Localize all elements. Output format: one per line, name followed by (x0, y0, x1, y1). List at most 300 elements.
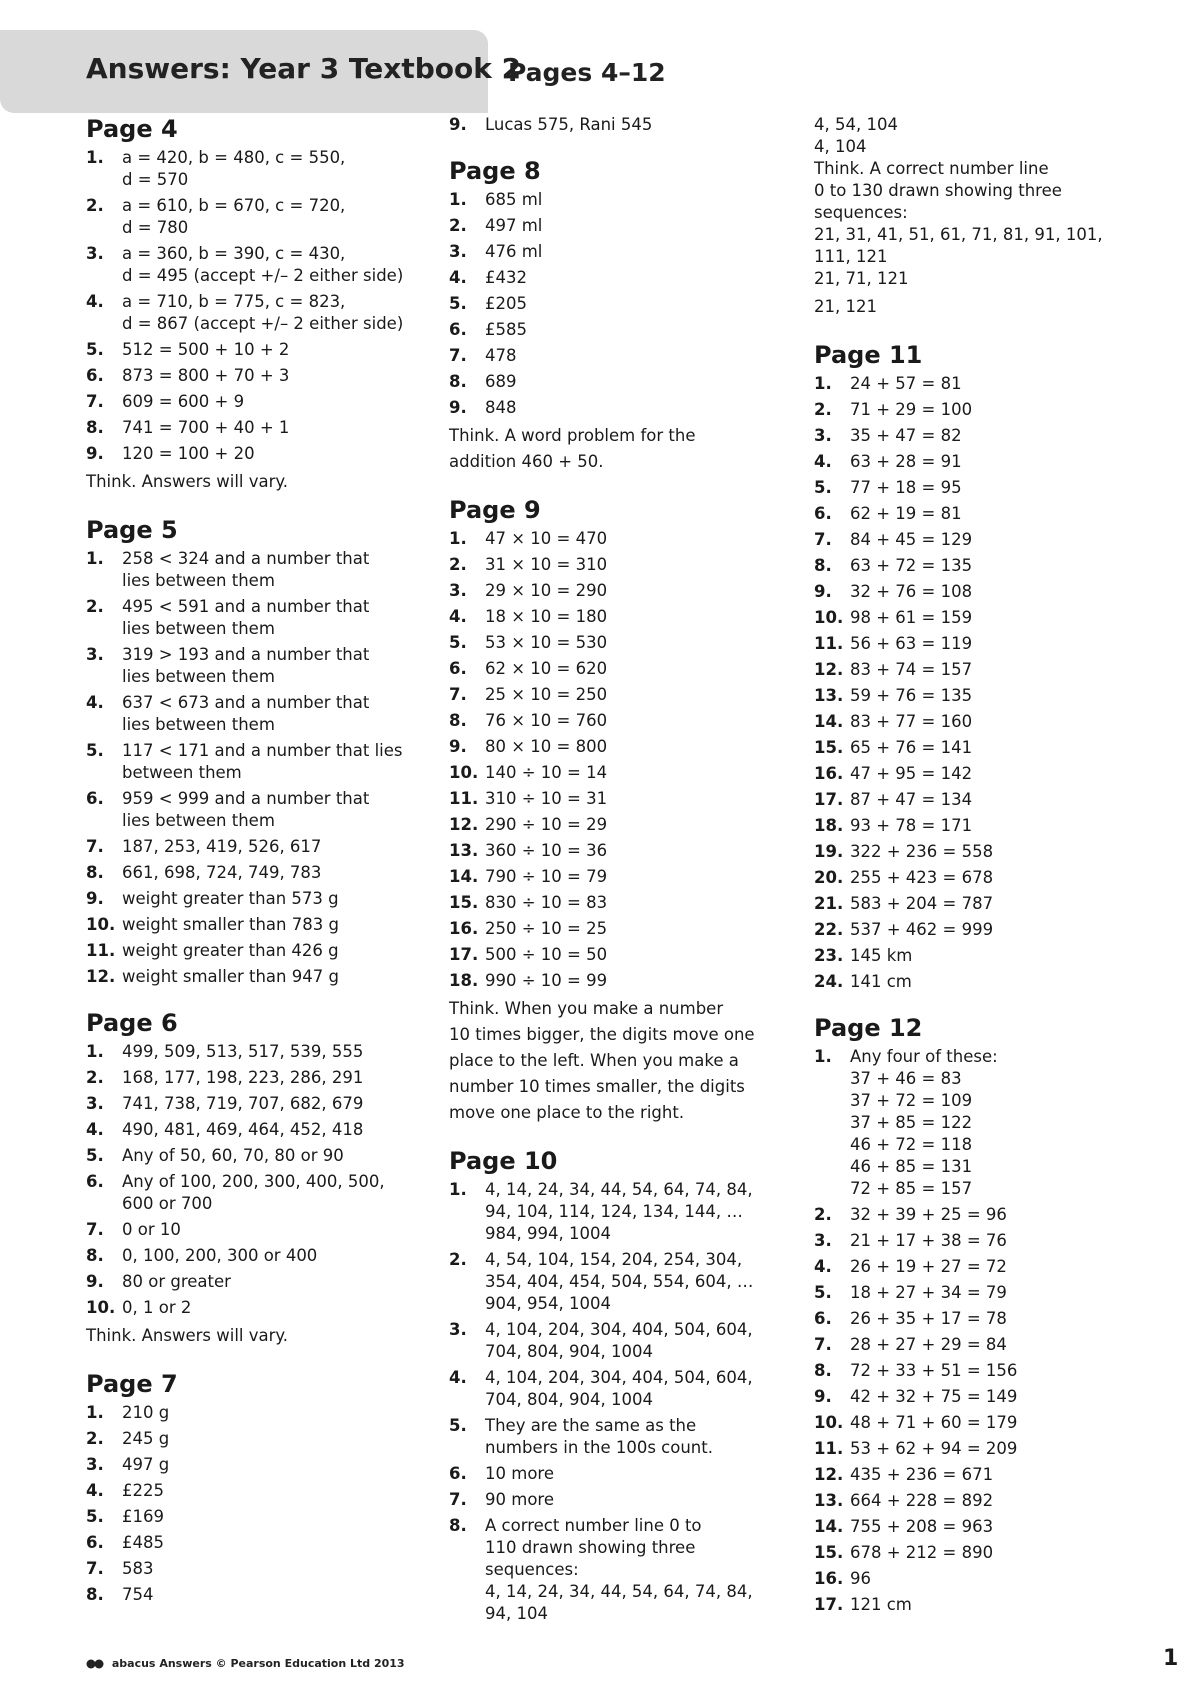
continued-answer: 4, 54, 104 4, 104 Think. A correct number line 0 to 130 drawn showing three sequences: 21, 31, 41, 51, 61, 71, 81, 91, 101, 111, 121 21, 71, 121 (814, 115, 1103, 288)
answer-item (86, 644, 406, 688)
answer-text: 790 ÷ 10 = 79 (485, 867, 608, 886)
answer-number: 21. (814, 894, 844, 913)
answer-number: 9. (814, 582, 832, 601)
answer-number: 5. (86, 1507, 104, 1526)
answer-text: £205 (485, 294, 527, 313)
answer-item (814, 1490, 1144, 1512)
answer-number: 9. (86, 444, 104, 463)
answer-item (86, 548, 406, 592)
answer-item (86, 1271, 406, 1293)
answer-number: 8. (86, 1585, 104, 1604)
answer-item (449, 1367, 769, 1411)
answer-section (449, 495, 769, 1126)
answer-text: 80 × 10 = 800 (485, 737, 608, 756)
answer-number: 7. (814, 1335, 832, 1354)
answer-item (86, 914, 406, 936)
answer-number: 2. (86, 1068, 104, 1087)
answer-number: 5. (814, 1283, 832, 1302)
answer-text: 990 ÷ 10 = 99 (485, 971, 608, 990)
answer-number: 4. (449, 1368, 467, 1387)
answer-text: 53 + 62 + 94 = 209 (850, 1439, 1018, 1458)
answer-item (814, 477, 1144, 499)
answer-number: 15. (449, 893, 479, 912)
answer-item (814, 581, 1144, 603)
answer-item (814, 815, 1144, 837)
answer-item (449, 554, 769, 576)
answer-text: 497 ml (485, 216, 543, 235)
answer-text: 754 (122, 1585, 154, 1604)
answer-text: 873 = 800 + 70 + 3 (122, 366, 290, 385)
answer-item (814, 425, 1144, 447)
answer-item (449, 267, 769, 289)
answer-text: £225 (122, 1481, 164, 1500)
answer-number: 11. (814, 634, 844, 653)
answer-text: a = 610, b = 670, c = 720, d = 780 (122, 196, 346, 237)
answer-number: 14. (814, 712, 844, 731)
answer-text: 499, 509, 513, 517, 539, 555 (122, 1042, 364, 1061)
answer-text: 56 + 63 = 119 (850, 634, 973, 653)
answer-item (814, 1516, 1144, 1538)
answer-text: 53 × 10 = 530 (485, 633, 608, 652)
answer-item (449, 371, 769, 393)
answer-text: weight greater than 426 g (122, 941, 339, 960)
answer-text: 689 (485, 372, 517, 391)
answer-number: 17. (814, 1595, 844, 1614)
answer-number: 8. (814, 1361, 832, 1380)
answer-number: 18. (814, 816, 844, 835)
answer-item (814, 1594, 1144, 1616)
answer-number: 8. (86, 1246, 104, 1265)
answer-section (86, 1369, 406, 1606)
answer-number: 3. (449, 1320, 467, 1339)
answer-text: 310 ÷ 10 = 31 (485, 789, 608, 808)
answer-item (86, 391, 406, 413)
answer-text: 32 + 76 = 108 (850, 582, 973, 601)
answer-item (814, 919, 1144, 941)
answer-text: 121 cm (850, 1595, 912, 1614)
answer-item (814, 737, 1144, 759)
answer-number: 1. (449, 190, 467, 209)
answer-item (814, 1256, 1144, 1278)
answer-item (814, 1204, 1144, 1226)
answer-number: 2. (449, 555, 467, 574)
answer-number: 2. (449, 216, 467, 235)
answer-number: 6. (86, 366, 104, 385)
answer-item (449, 528, 769, 550)
answer-number: 11. (449, 789, 479, 808)
answer-number: 9. (449, 737, 467, 756)
answer-item (86, 1584, 406, 1606)
answer-item (449, 918, 769, 940)
answer-number: 6. (86, 789, 104, 808)
answer-text: 830 ÷ 10 = 83 (485, 893, 608, 912)
answer-item (86, 836, 406, 858)
answer-item (86, 692, 406, 736)
answer-item (449, 1249, 769, 1315)
answer-text: 0, 100, 200, 300 or 400 (122, 1246, 318, 1265)
section-title: Page 8 (449, 157, 541, 185)
answer-item (449, 736, 769, 758)
answer-text: 18 + 27 + 34 = 79 (850, 1283, 1007, 1302)
answer-item (86, 1093, 406, 1115)
footer-copyright-text: Answers © Pearson Education Ltd 2013 (159, 1657, 405, 1670)
answer-text: 32 + 39 + 25 = 96 (850, 1205, 1007, 1224)
section-title: Page 5 (86, 516, 178, 544)
answer-number: 14. (814, 1517, 844, 1536)
section-note: Think. Answers will vary. (86, 1326, 289, 1345)
answer-item (449, 293, 769, 315)
answer-number: 1. (814, 374, 832, 393)
answer-number: 6. (814, 1309, 832, 1328)
section-note: Think. A word problem for the addition 460 + 50. (449, 426, 696, 471)
answer-text: 47 + 95 = 142 (850, 764, 973, 783)
answer-text: 98 + 61 = 159 (850, 608, 973, 627)
answer-text: weight smaller than 783 g (122, 915, 339, 934)
answer-item (814, 789, 1144, 811)
answer-item (449, 866, 769, 888)
answer-item (814, 1438, 1144, 1460)
answer-text: 168, 177, 198, 223, 286, 291 (122, 1068, 364, 1087)
answer-item (449, 814, 769, 836)
answer-number: 6. (86, 1533, 104, 1552)
answer-section (449, 1146, 769, 1625)
answer-item (86, 1297, 406, 1319)
answer-item (814, 607, 1144, 629)
answer-number: 3. (86, 645, 104, 664)
answer-text: 187, 253, 419, 526, 617 (122, 837, 322, 856)
answer-text: a = 710, b = 775, c = 823, d = 867 (accept +/– 2 either side) (122, 292, 404, 333)
answer-number: 12. (449, 815, 479, 834)
answer-text: 83 + 74 = 157 (850, 660, 973, 679)
answer-number: 15. (814, 738, 844, 757)
section-note: Think. When you make a number 10 times bigger, the digits move one place to the left. When you make a number 10 times smaller, the digits move one place to the right. (449, 999, 755, 1122)
answer-item (814, 1308, 1144, 1330)
answer-text: 28 + 27 + 29 = 84 (850, 1335, 1007, 1354)
answer-text: 435 + 236 = 671 (850, 1465, 994, 1484)
answer-number: 9. (449, 115, 467, 134)
answer-item (814, 867, 1144, 889)
answer-text: 72 + 33 + 51 = 156 (850, 1361, 1018, 1380)
answer-text: 31 × 10 = 310 (485, 555, 608, 574)
answer-text: 120 = 100 + 20 (122, 444, 255, 463)
answer-number: 3. (449, 581, 467, 600)
answer-number: 2. (86, 1429, 104, 1448)
answer-text: 685 ml (485, 190, 543, 209)
answer-number: 12. (814, 660, 844, 679)
answer-text: 93 + 78 = 171 (850, 816, 973, 835)
answer-item (86, 888, 406, 910)
answer-text: £169 (122, 1507, 164, 1526)
answer-section (814, 340, 1144, 993)
answer-number: 4. (86, 1481, 104, 1500)
answer-item (814, 685, 1144, 707)
answer-text: £432 (485, 268, 527, 287)
answer-item (449, 892, 769, 914)
answer-item (814, 1412, 1144, 1434)
answer-number: 16. (449, 919, 479, 938)
answer-number: 1. (449, 1180, 467, 1199)
answer-item (86, 1480, 406, 1502)
answer-number: 6. (86, 1172, 104, 1191)
answer-text: 90 more (485, 1490, 554, 1509)
answer-text: 210 g (122, 1403, 170, 1422)
answer-number: 8. (86, 863, 104, 882)
answer-item (86, 788, 406, 832)
answer-text: Any of 50, 60, 70, 80 or 90 (122, 1146, 344, 1165)
answer-section (449, 156, 769, 475)
answer-text: 141 cm (850, 972, 912, 991)
answer-number: 11. (814, 1439, 844, 1458)
answer-text: 59 + 76 = 135 (850, 686, 973, 705)
answer-item (86, 1119, 406, 1141)
answer-item (86, 1145, 406, 1167)
answer-item (86, 1171, 406, 1215)
answer-number: 13. (814, 1491, 844, 1510)
answer-item (449, 710, 769, 732)
answer-text: 77 + 18 = 95 (850, 478, 962, 497)
answer-text: 741, 738, 719, 707, 682, 679 (122, 1094, 364, 1113)
answer-item (814, 1464, 1144, 1486)
answer-number: 7. (449, 1490, 467, 1509)
answer-text: 512 = 500 + 10 + 2 (122, 340, 290, 359)
answer-number: 2. (86, 597, 104, 616)
page-title: Answers: Year 3 Textbook 2 (86, 52, 522, 85)
answer-text: 96 (850, 1569, 871, 1588)
answer-text: 63 + 28 = 91 (850, 452, 962, 471)
answer-number: 18. (449, 971, 479, 990)
answer-text: 583 + 204 = 787 (850, 894, 994, 913)
answer-text: 500 ÷ 10 = 50 (485, 945, 608, 964)
answer-number: 8. (449, 372, 467, 391)
answer-item (814, 1568, 1144, 1590)
answer-number: 3. (86, 244, 104, 263)
answer-section (86, 1008, 406, 1349)
answer-item (86, 1532, 406, 1554)
answer-number: 5. (86, 1146, 104, 1165)
answer-text: 537 + 462 = 999 (850, 920, 994, 939)
answer-text: 4, 54, 104, 154, 204, 254, 304, 354, 404, 454, 504, 554, 604, … 904, 954, 1004 (485, 1250, 754, 1313)
answer-item (449, 1463, 769, 1485)
answer-number: 7. (86, 1559, 104, 1578)
answer-number: 14. (449, 867, 479, 886)
answer-number: 4. (449, 268, 467, 287)
answer-section (449, 114, 769, 136)
answer-text: 48 + 71 + 60 = 179 (850, 1413, 1018, 1432)
answer-number: 16. (814, 764, 844, 783)
answer-item (86, 596, 406, 640)
answer-number: 9. (814, 1387, 832, 1406)
answer-number: 8. (86, 418, 104, 437)
section-title: Page 9 (449, 496, 541, 524)
answer-section (814, 1013, 1144, 1616)
section-note: 21, 121 (814, 297, 877, 316)
answer-number: 4. (86, 292, 104, 311)
answer-number: 4. (814, 452, 832, 471)
answer-number: 16. (814, 1569, 844, 1588)
answer-number: 4. (86, 1120, 104, 1139)
answer-item (814, 711, 1144, 733)
answer-number: 6. (449, 1464, 467, 1483)
answer-text: 25 × 10 = 250 (485, 685, 608, 704)
answer-item (449, 215, 769, 237)
answer-text: 0, 1 or 2 (122, 1298, 192, 1317)
answer-number: 17. (814, 790, 844, 809)
answer-number: 7. (449, 685, 467, 704)
answer-number: 10. (814, 608, 844, 627)
answer-item (449, 1415, 769, 1459)
answer-text: 26 + 19 + 27 = 72 (850, 1257, 1007, 1276)
answer-item (86, 1428, 406, 1450)
answer-text: 62 + 19 = 81 (850, 504, 962, 523)
answer-item (814, 1360, 1144, 1382)
answer-number: 3. (814, 426, 832, 445)
answer-item (814, 529, 1144, 551)
answer-item (449, 1179, 769, 1245)
answer-text: 76 × 10 = 760 (485, 711, 608, 730)
answer-number: 8. (814, 556, 832, 575)
answer-item (86, 443, 406, 465)
answer-text: 476 ml (485, 242, 543, 261)
answer-item (814, 1542, 1144, 1564)
answer-text: 741 = 700 + 40 + 1 (122, 418, 290, 437)
abacus-logo-icon (86, 1657, 106, 1671)
answer-section (86, 515, 406, 988)
answer-item (814, 841, 1144, 863)
answer-item (449, 397, 769, 419)
answer-number: 7. (86, 837, 104, 856)
answer-number: 6. (449, 659, 467, 678)
answer-item (814, 893, 1144, 915)
answer-number: 7. (86, 1220, 104, 1239)
answer-item (814, 373, 1144, 395)
answer-text: Lucas 575, Rani 545 (485, 115, 653, 134)
answer-item (449, 944, 769, 966)
answer-item (814, 1282, 1144, 1304)
answer-text: 87 + 47 = 134 (850, 790, 973, 809)
answer-number: 1. (449, 529, 467, 548)
answer-item (449, 319, 769, 341)
answer-number: 1. (86, 148, 104, 167)
answer-item (86, 1558, 406, 1580)
answer-number: 10. (86, 915, 116, 934)
answer-text: 140 ÷ 10 = 14 (485, 763, 608, 782)
answer-number: 10. (814, 1413, 844, 1432)
answer-item (449, 580, 769, 602)
answer-text: 80 or greater (122, 1272, 231, 1291)
answer-item (86, 1041, 406, 1063)
answer-item (449, 1515, 769, 1625)
answer-text: 26 + 35 + 17 = 78 (850, 1309, 1007, 1328)
answer-number: 4. (86, 693, 104, 712)
answer-number: 10. (86, 1298, 116, 1317)
answer-item (449, 189, 769, 211)
section-title: Page 10 (449, 1147, 558, 1175)
answer-text: 4, 104, 204, 304, 404, 504, 604, 704, 804, 904, 1004 (485, 1320, 753, 1361)
answer-number: 3. (814, 1231, 832, 1250)
section-title: Page 7 (86, 1370, 178, 1398)
answer-item (449, 970, 769, 992)
page-number: 1 (1163, 1646, 1179, 1671)
answer-item (814, 1230, 1144, 1252)
answer-number: 3. (86, 1455, 104, 1474)
answer-text: 959 < 999 and a number that lies between them (122, 789, 370, 830)
answer-item (86, 339, 406, 361)
answer-item (86, 1506, 406, 1528)
answer-number: 22. (814, 920, 844, 939)
answer-text: 117 < 171 and a number that lies between them (122, 741, 403, 782)
answer-number: 11. (86, 941, 116, 960)
answer-text: 661, 698, 724, 749, 783 (122, 863, 322, 882)
answer-number: 12. (814, 1465, 844, 1484)
answer-text: Any four of these: 37 + 46 = 83 37 + 72 = 109 37 + 85 = 122 46 + 72 = 118 46 + 85 = 131 72 + 85 = 157 (850, 1047, 998, 1198)
answer-text: 83 + 77 = 160 (850, 712, 973, 731)
answer-item (814, 1386, 1144, 1408)
answer-item (449, 762, 769, 784)
answer-text: 35 + 47 = 82 (850, 426, 962, 445)
answer-item (86, 1245, 406, 1267)
answer-item (449, 345, 769, 367)
answer-number: 17. (449, 945, 479, 964)
answer-text: 145 km (850, 946, 913, 965)
answer-number: 1. (86, 1403, 104, 1422)
answer-number: 12. (86, 967, 116, 986)
answer-text: 609 = 600 + 9 (122, 392, 245, 411)
answer-text: a = 420, b = 480, c = 550, d = 570 (122, 148, 346, 189)
answer-text: 360 ÷ 10 = 36 (485, 841, 608, 860)
answer-text: 10 more (485, 1464, 554, 1483)
page-range: Pages 4–12 (508, 58, 666, 87)
answer-text: 495 < 591 and a number that lies between them (122, 597, 370, 638)
answer-number: 5. (449, 1416, 467, 1435)
answer-item (86, 940, 406, 962)
answer-text: 18 × 10 = 180 (485, 607, 608, 626)
answer-text: 71 + 29 = 100 (850, 400, 973, 419)
answer-number: 6. (449, 320, 467, 339)
answer-item (449, 606, 769, 628)
answer-text: Any of 100, 200, 300, 400, 500, 600 or 700 (122, 1172, 385, 1213)
answer-number: 4. (814, 1257, 832, 1276)
answer-text: 63 + 72 = 135 (850, 556, 973, 575)
answer-item (814, 763, 1144, 785)
answer-number: 13. (814, 686, 844, 705)
answer-text: 62 × 10 = 620 (485, 659, 608, 678)
answer-text: 848 (485, 398, 517, 417)
answer-item (449, 658, 769, 680)
answer-text: 490, 481, 469, 464, 452, 418 (122, 1120, 364, 1139)
answer-item (449, 788, 769, 810)
answer-item (449, 1319, 769, 1363)
section-title: Page 6 (86, 1009, 178, 1037)
answer-number: 5. (86, 340, 104, 359)
answer-number: 4. (449, 607, 467, 626)
answer-text: 245 g (122, 1429, 170, 1448)
answer-number: 8. (449, 1516, 467, 1535)
answer-text: a = 360, b = 390, c = 430, d = 495 (accept +/– 2 either side) (122, 244, 404, 285)
answer-item (86, 966, 406, 988)
answer-text: 637 < 673 and a number that lies between them (122, 693, 370, 734)
answer-item (814, 1046, 1144, 1200)
answer-text: weight greater than 573 g (122, 889, 339, 908)
answer-text: 319 > 193 and a number that lies between them (122, 645, 370, 686)
answer-item (86, 1454, 406, 1476)
answer-item (449, 632, 769, 654)
answer-item (449, 684, 769, 706)
answer-number: 2. (814, 400, 832, 419)
section-title: Page 12 (814, 1014, 923, 1042)
answer-item (814, 399, 1144, 421)
answer-item (814, 659, 1144, 681)
answer-text: 29 × 10 = 290 (485, 581, 608, 600)
